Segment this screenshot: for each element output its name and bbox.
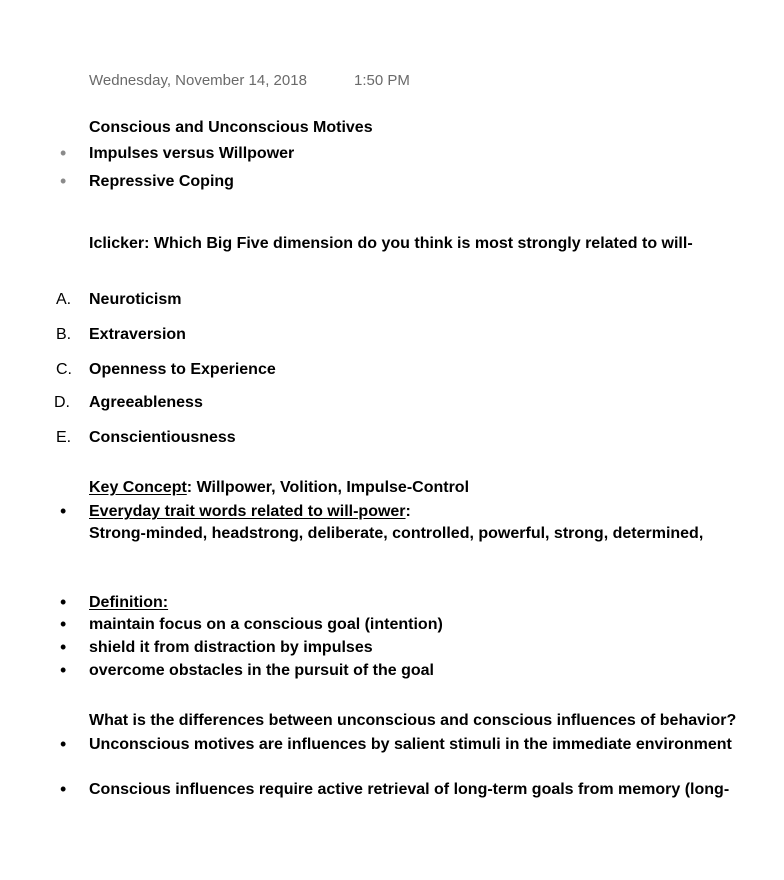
trait-words-list: Strong-minded, headstrong, deliberate, controlled, powerful, strong, determined,: [89, 525, 704, 542]
option-letter: B.: [56, 326, 72, 343]
bullet-icon: •: [60, 171, 67, 191]
option-letter: C.: [56, 361, 72, 378]
bullet-icon: •: [60, 779, 67, 799]
iclicker-question: Iclicker: Which Big Five dimension do you think is most strongly related to will-: [89, 235, 693, 252]
bullet-icon: •: [60, 614, 67, 634]
list-item: overcome obstacles in the pursuit of the goal: [89, 662, 434, 679]
list-item: Conscious influences require active retrieval of long-term goals from memory (long-: [89, 781, 730, 798]
differences-question: What is the differences between unconscious and conscious influences of behavior?: [89, 712, 737, 729]
note-time: 1:50 PM: [354, 72, 410, 89]
list-item: Repressive Coping: [89, 173, 234, 190]
bullet-icon: •: [60, 734, 67, 754]
list-item: Unconscious motives are influences by salient stimuli in the immediate environment: [89, 736, 732, 753]
list-item: Impulses versus Willpower: [89, 145, 295, 162]
key-concept-line: [89, 479, 469, 497]
list-item: maintain focus on a conscious goal (intention): [89, 616, 443, 633]
bullet-icon: •: [60, 501, 67, 521]
option-text: Neuroticism: [89, 291, 182, 308]
option-letter: D.: [54, 394, 70, 411]
trait-words-heading: [89, 503, 411, 521]
key-concept-text: : Willpower, Volition, Impulse-Control: [186, 479, 470, 496]
bullet-icon: •: [60, 143, 67, 163]
note-date: Wednesday, November 14, 2018: [89, 72, 307, 89]
option-text: Agreeableness: [89, 394, 203, 411]
option-text: Openness to Experience: [89, 361, 276, 378]
section-title: Conscious and Unconscious Motives: [89, 119, 373, 136]
trait-words-label: Everyday trait words related to will-power: [89, 503, 406, 520]
bullet-icon: •: [60, 660, 67, 680]
option-letter: E.: [56, 429, 72, 446]
key-concept-label: Key Concept: [89, 479, 187, 496]
list-item: shield it from distraction by impulses: [89, 639, 373, 656]
option-letter: A.: [56, 291, 72, 308]
option-text: Extraversion: [89, 326, 186, 343]
bullet-icon: •: [60, 637, 67, 657]
trait-words-colon: :: [405, 503, 411, 520]
bullet-icon: •: [60, 592, 67, 612]
option-text: Conscientiousness: [89, 429, 236, 446]
definition-label: Definition:: [89, 594, 169, 611]
